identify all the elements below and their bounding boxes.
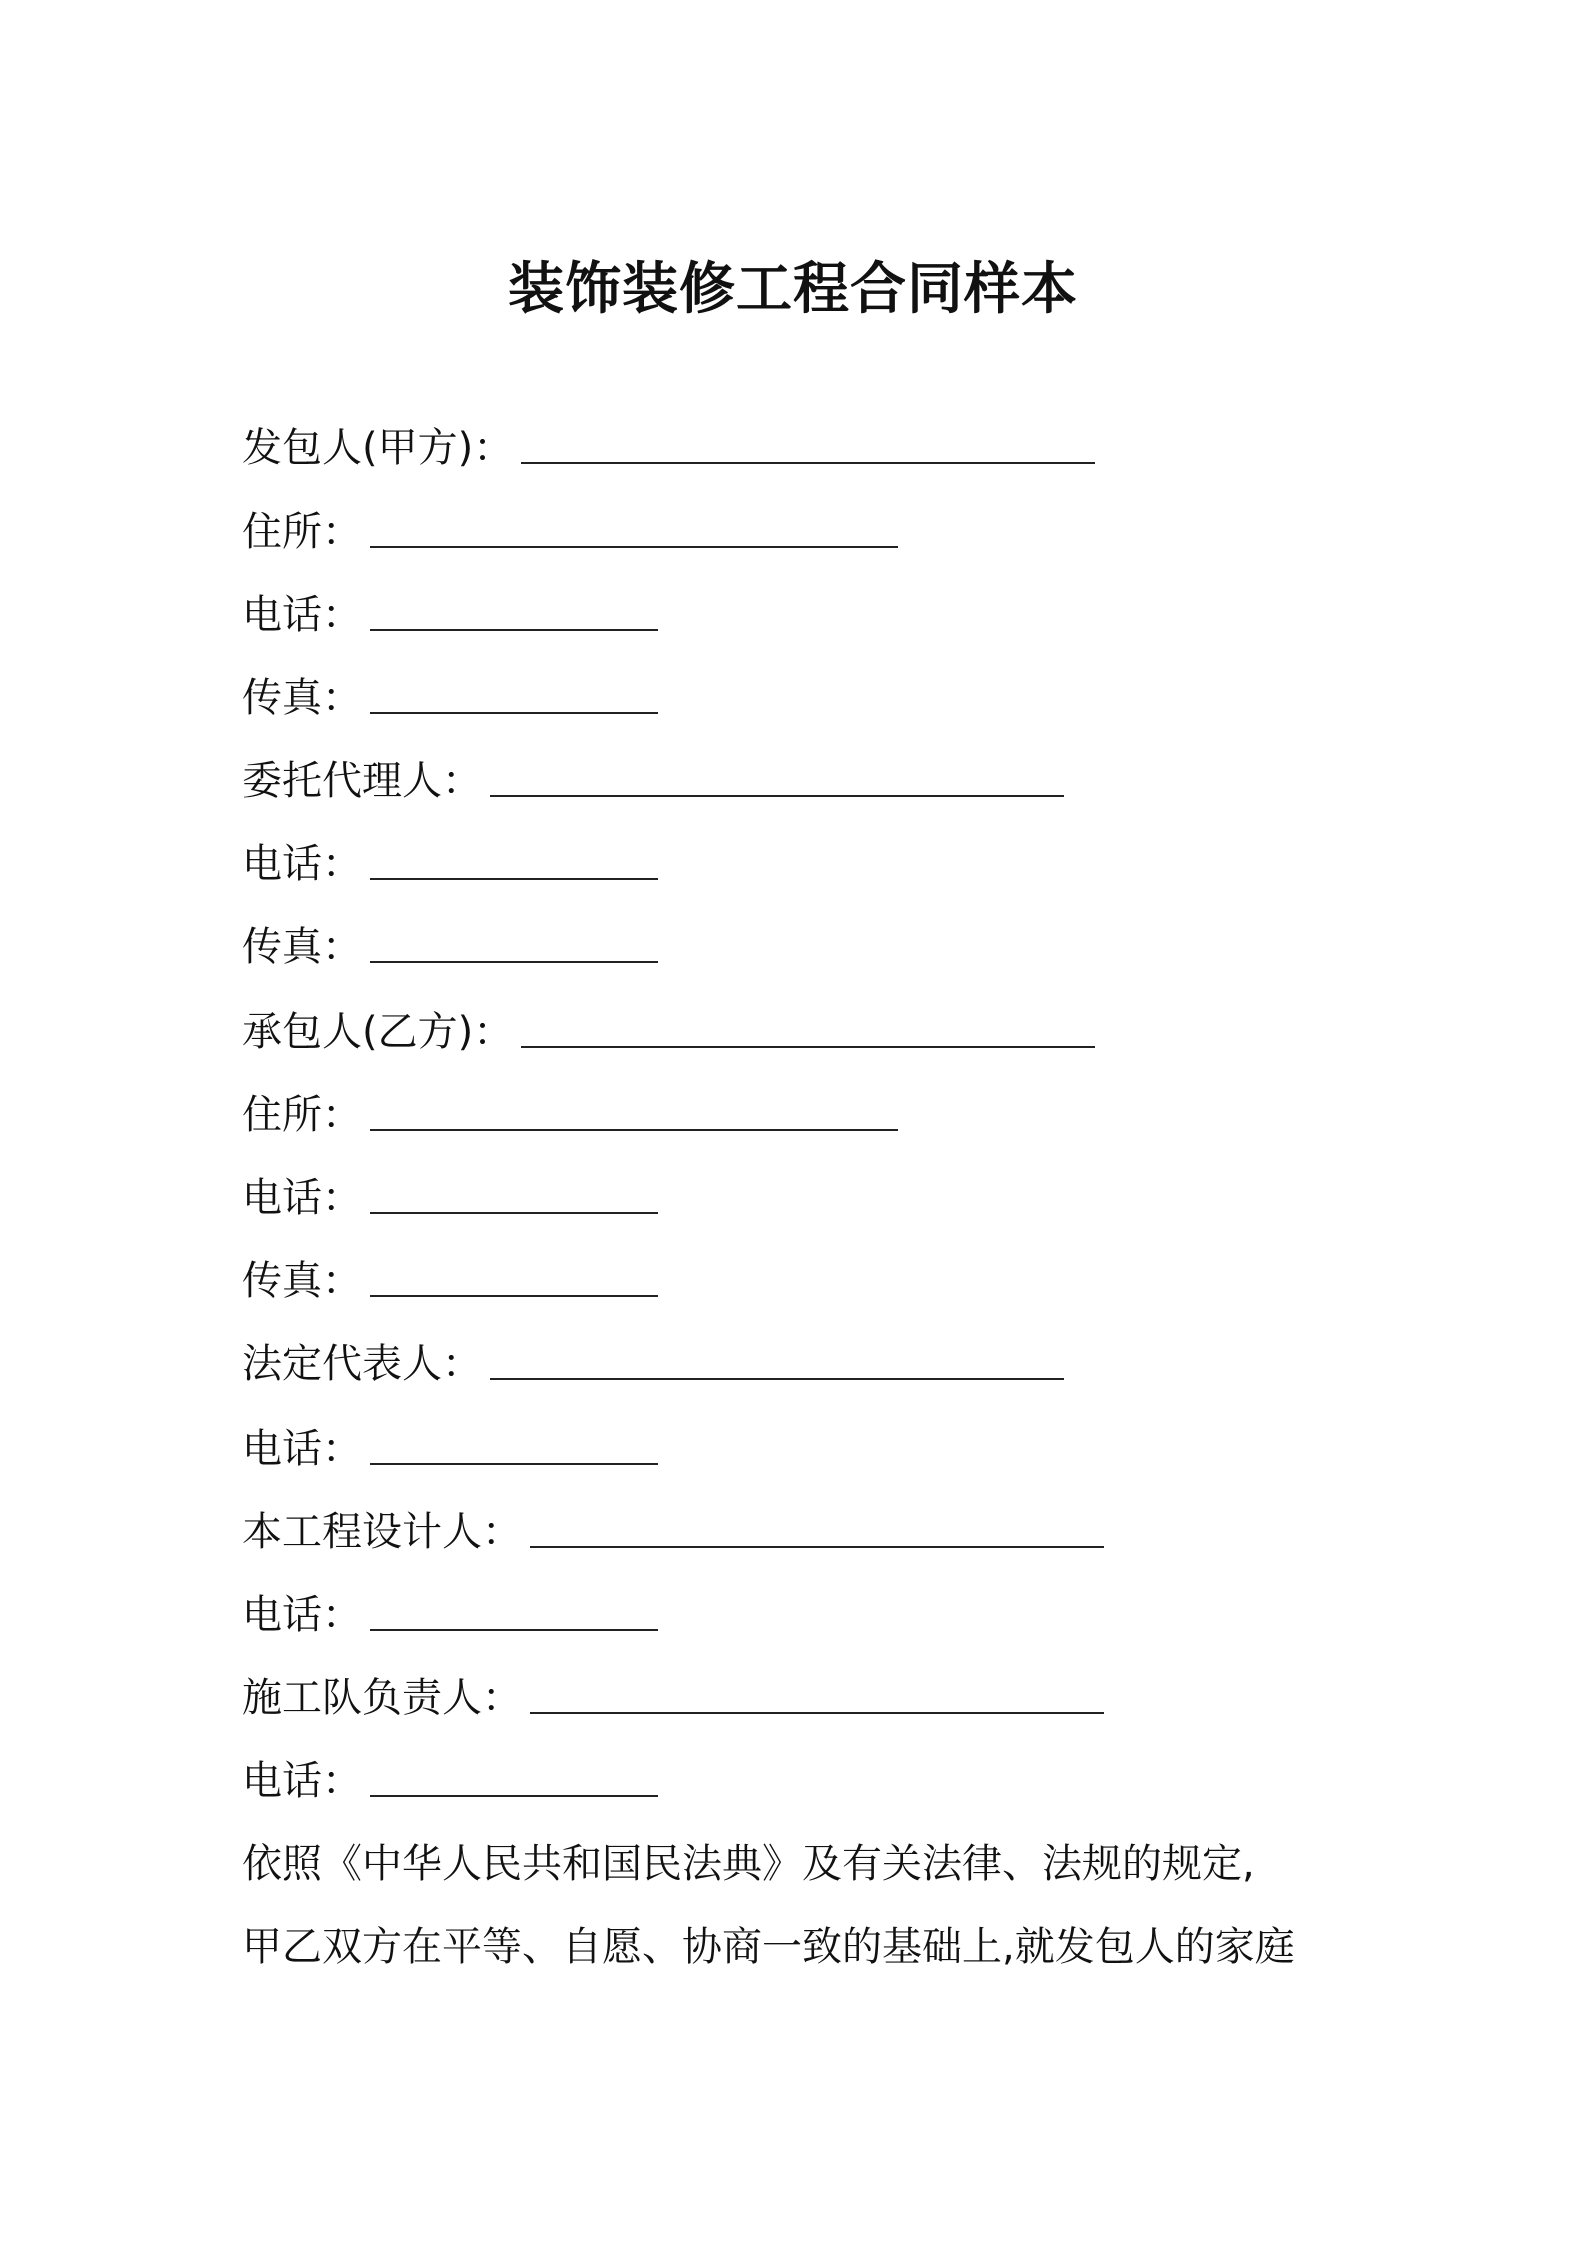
fill-in-blank[interactable] xyxy=(370,1129,898,1131)
field-legal-representative xyxy=(242,1334,1064,1394)
field-label: 电话 xyxy=(242,1758,322,1804)
field-label: 电话 xyxy=(242,1592,322,1638)
field-colon: ： xyxy=(322,592,362,638)
field-label: 本工程设计人 xyxy=(242,1509,482,1555)
field-colon: ： xyxy=(442,1341,482,1387)
field-label: 传真 xyxy=(242,1258,322,1304)
field-label: 发包人(甲方) xyxy=(242,425,474,471)
field-label: 住所 xyxy=(242,1092,322,1138)
fill-in-blank[interactable] xyxy=(370,712,658,714)
fill-in-blank[interactable] xyxy=(370,1795,658,1797)
field-colon: ： xyxy=(322,1092,362,1138)
field-crew-leader xyxy=(242,1668,1104,1728)
field-agent xyxy=(242,751,1064,811)
paragraph-line: 甲乙双方在平等、自愿、协商一致的基础上,就发包人的家庭 xyxy=(242,1924,1295,1970)
field-label: 法定代表人 xyxy=(242,1341,442,1387)
field-designer xyxy=(242,1502,1104,1562)
field-crew-leader-phone xyxy=(242,1751,658,1811)
field-label: 住所 xyxy=(242,509,322,555)
field-contractor-fax xyxy=(242,1251,658,1311)
fill-in-blank[interactable] xyxy=(530,1546,1104,1548)
fill-in-blank[interactable] xyxy=(370,1463,658,1465)
field-label: 承包人(乙方) xyxy=(242,1009,474,1055)
field-label: 传真 xyxy=(242,924,322,970)
fill-in-blank[interactable] xyxy=(370,878,658,880)
field-label: 电话 xyxy=(242,1426,322,1472)
field-label: 传真 xyxy=(242,675,322,721)
field-employer-address xyxy=(242,502,898,562)
field-employer xyxy=(242,418,1095,478)
field-colon: ： xyxy=(473,425,514,471)
fill-in-blank[interactable] xyxy=(370,961,658,963)
field-colon: ： xyxy=(322,1426,362,1472)
fill-in-blank[interactable] xyxy=(370,1295,658,1297)
field-colon: ： xyxy=(322,1175,362,1221)
field-colon: ： xyxy=(322,675,362,721)
field-label: 电话 xyxy=(242,1175,322,1221)
field-contractor-phone xyxy=(242,1168,658,1228)
fill-in-blank[interactable] xyxy=(521,1046,1095,1048)
field-colon: ： xyxy=(322,1592,362,1638)
fill-in-blank[interactable] xyxy=(370,546,898,548)
field-colon: ： xyxy=(482,1509,522,1555)
fill-in-blank[interactable] xyxy=(370,1212,658,1214)
field-agent-phone xyxy=(242,834,658,894)
field-contractor-address xyxy=(242,1085,898,1145)
paragraph-line: 依照《中华人民共和国民法典》及有关法律、法规的规定, xyxy=(242,1841,1255,1887)
field-label: 委托代理人 xyxy=(242,758,442,804)
field-employer-fax xyxy=(242,668,658,728)
fill-in-blank[interactable] xyxy=(530,1712,1104,1714)
field-colon: ： xyxy=(322,924,362,970)
field-colon: ： xyxy=(322,1758,362,1804)
field-colon: ： xyxy=(322,841,362,887)
fill-in-blank[interactable] xyxy=(370,1629,658,1631)
fill-in-blank[interactable] xyxy=(521,462,1095,464)
fill-in-blank[interactable] xyxy=(490,1378,1064,1380)
field-designer-phone xyxy=(242,1585,658,1645)
fill-in-blank[interactable] xyxy=(370,629,658,631)
field-employer-phone xyxy=(242,585,658,645)
field-colon: ： xyxy=(322,509,362,555)
field-colon: ： xyxy=(322,1258,362,1304)
field-colon: ： xyxy=(473,1009,514,1055)
field-label: 电话 xyxy=(242,592,322,638)
fill-in-blank[interactable] xyxy=(490,795,1064,797)
field-representative-phone xyxy=(242,1419,658,1479)
field-colon: ： xyxy=(442,758,482,804)
field-colon: ： xyxy=(482,1675,522,1721)
field-agent-fax xyxy=(242,917,658,977)
field-label: 施工队负责人 xyxy=(242,1675,482,1721)
field-contractor xyxy=(242,1002,1095,1062)
field-label: 电话 xyxy=(242,841,322,887)
document-title: 装饰装修工程合同样本 xyxy=(508,257,1078,322)
